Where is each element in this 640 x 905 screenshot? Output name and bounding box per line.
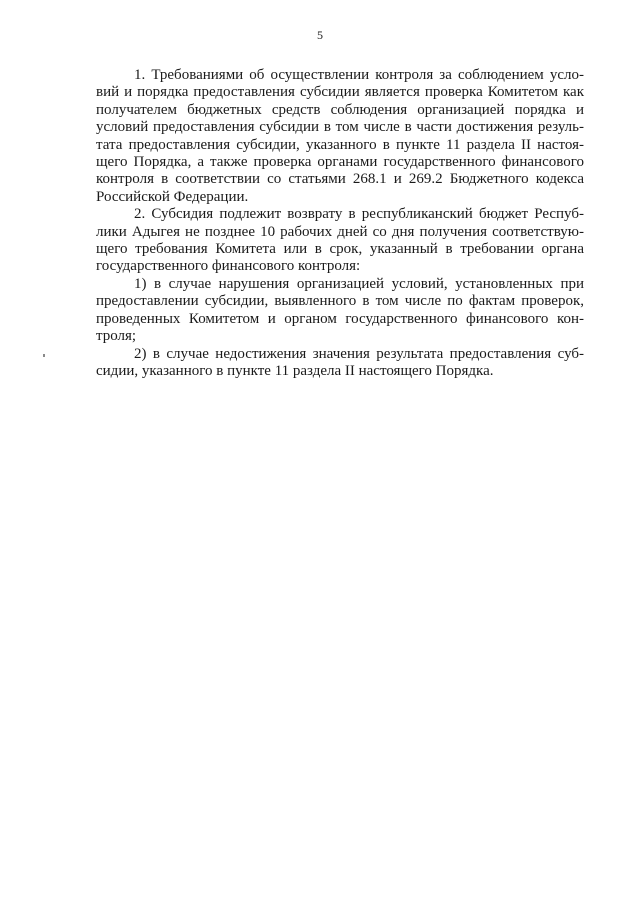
text-line: 2. Субсидия подлежит возврату в республиканский бюджет Респуб- bbox=[134, 206, 584, 223]
text-line: щего Порядка, а также проверка органами государственного финансового bbox=[96, 154, 584, 171]
text-line: получателем бюджетных средств соблюдения организацией порядка и bbox=[96, 101, 584, 118]
page-number: 5 bbox=[317, 28, 323, 42]
text-line: контроля в соответствии со статьями 268.1 и 269.2 Бюджетного кодекса bbox=[96, 171, 584, 188]
text-line: 1) в случае нарушения организацией условий, установленных при bbox=[134, 275, 584, 292]
list-item-2 bbox=[96, 346, 584, 381]
text-line: проведенных Комитетом и органом государственного финансового кон- bbox=[96, 310, 584, 327]
text-line: лики Адыгея не позднее 10 рабочих дней со дня получения соответствую- bbox=[96, 223, 584, 240]
text-line: вий и порядка предоставления субсидии является проверка Комитетом как bbox=[96, 84, 584, 101]
text-line: предоставлении субсидии, выявленного в том числе по фактам проверок, bbox=[96, 293, 584, 310]
paragraph-1 bbox=[96, 67, 584, 206]
text-line: сидии, указанного в пункте 11 раздела II настоящего Порядка. bbox=[96, 362, 494, 379]
text-line: 1. Требованиями об осуществлении контроля за соблюдением усло- bbox=[134, 67, 584, 83]
text-line: Российской Федерации. bbox=[96, 188, 249, 205]
list-item-1 bbox=[96, 276, 584, 346]
text-line: государственного финансового контроля: bbox=[96, 258, 361, 275]
scan-margin-mark bbox=[43, 354, 45, 357]
document-body bbox=[96, 67, 584, 380]
text-line: щего требования Комитета или в срок, указанный в требовании органа bbox=[96, 241, 584, 258]
text-line: условий предоставления субсидии в том числе в части достижения резуль- bbox=[96, 119, 584, 136]
text-line: тата предоставления субсидии, указанного в пункте 11 раздела II настоя- bbox=[96, 136, 584, 153]
text-line: троля; bbox=[96, 328, 137, 345]
paragraph-2 bbox=[96, 206, 584, 276]
text-line: 2) в случае недостижения значения результата предоставления суб- bbox=[134, 345, 584, 362]
